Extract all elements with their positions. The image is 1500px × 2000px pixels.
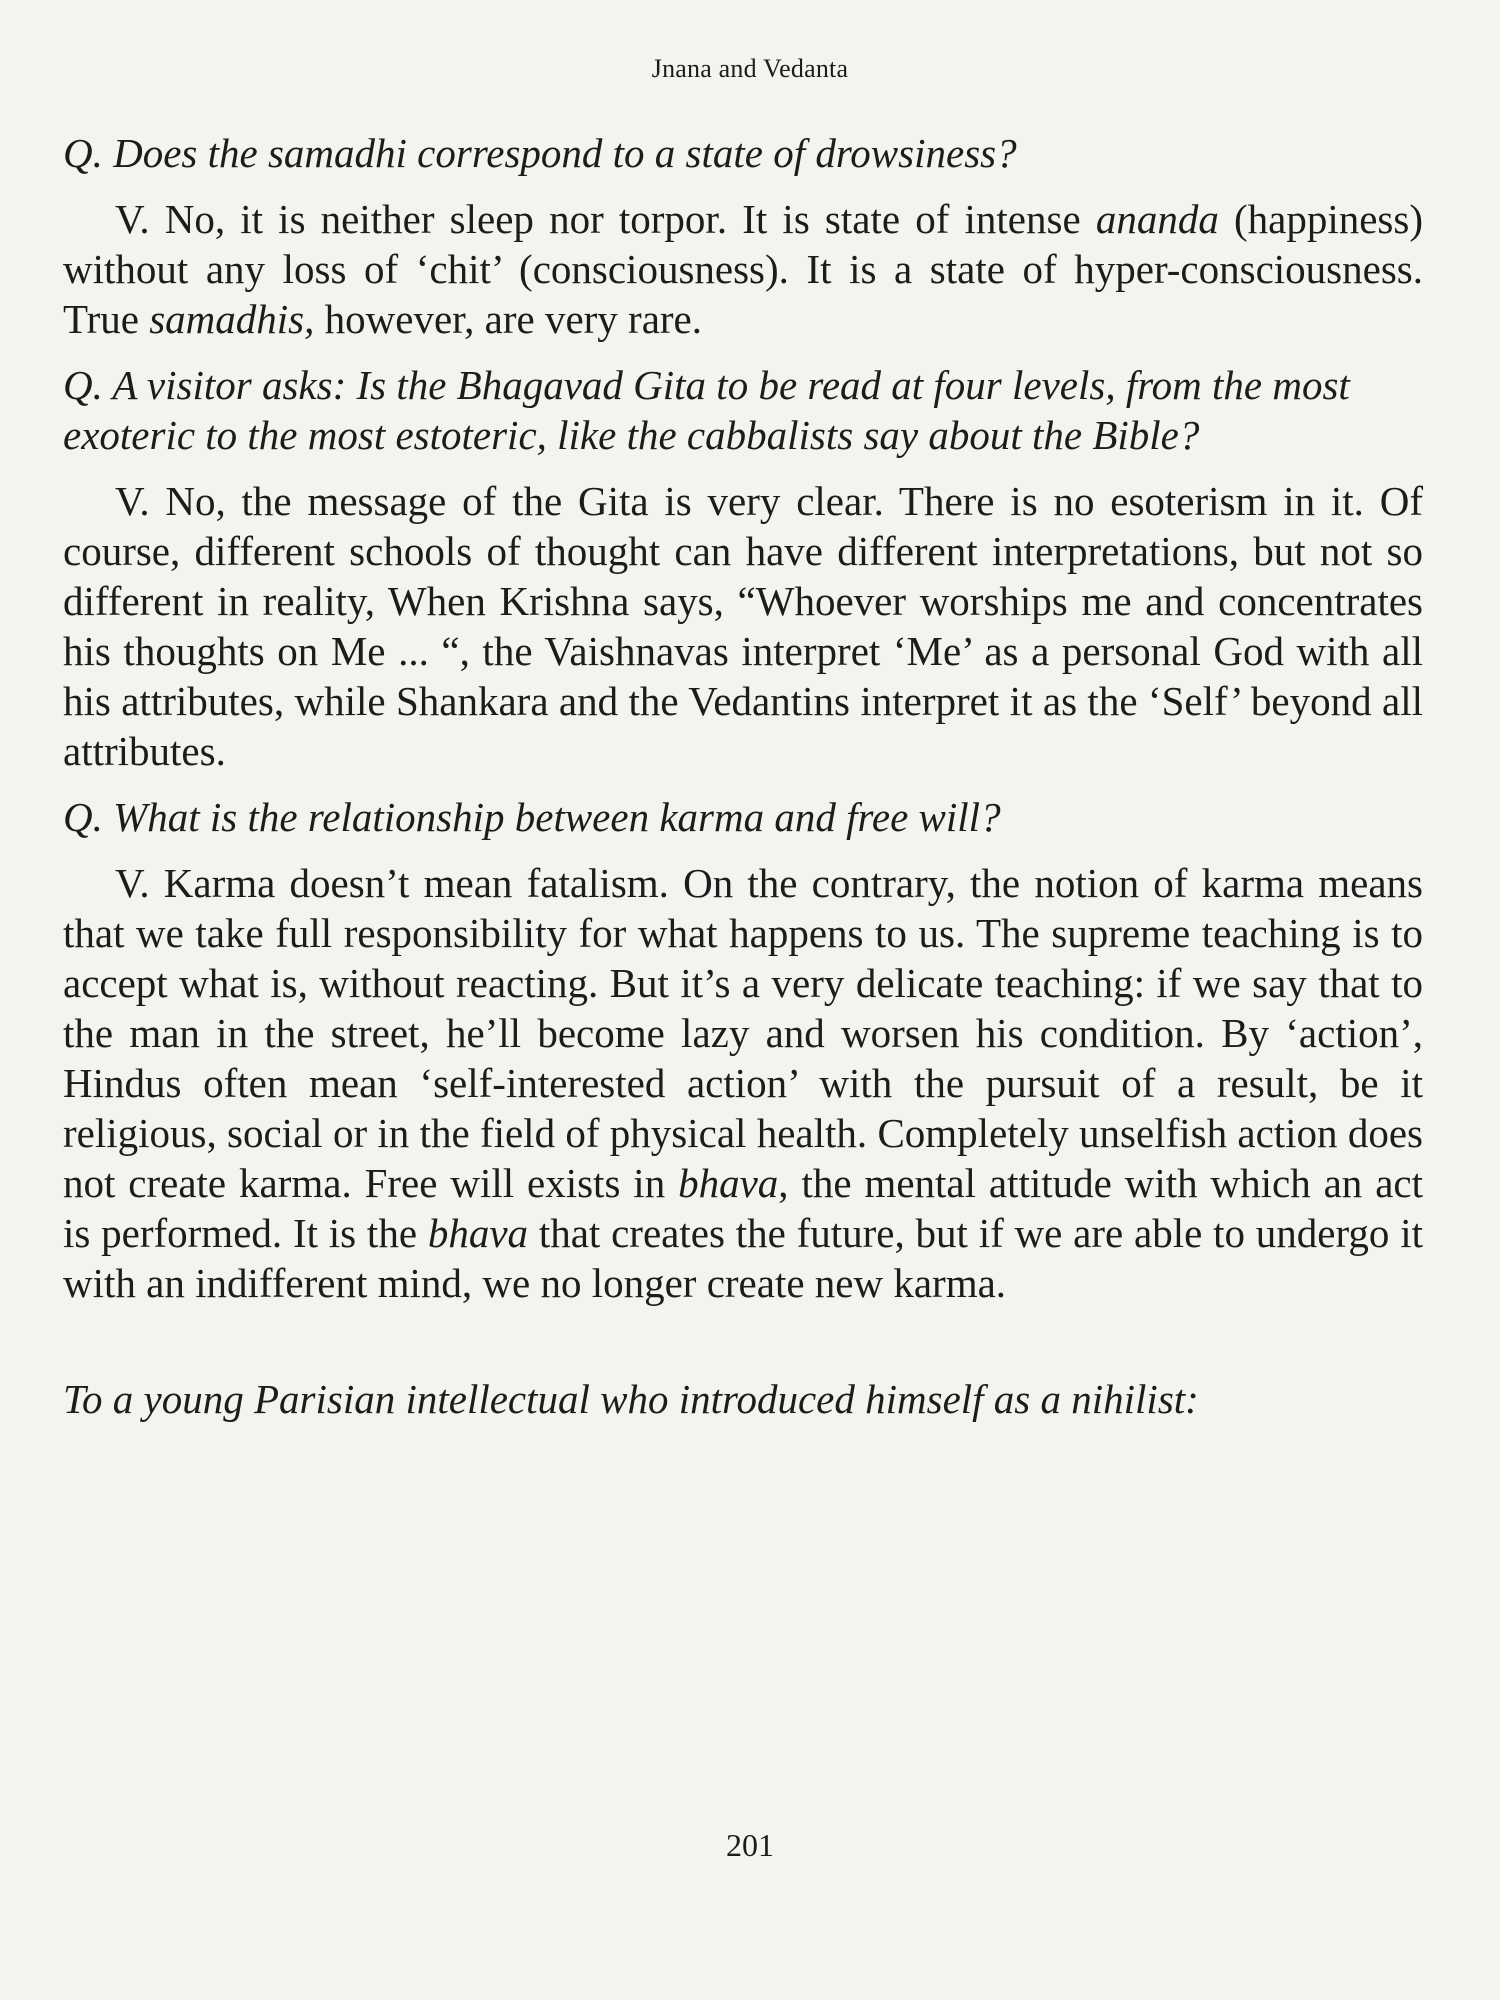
italic-term: ananda (1095, 196, 1219, 242)
answer-text: V. No, it is neither sleep nor torpor. It is state of intense (115, 196, 1096, 242)
italic-term: bhava (678, 1160, 779, 1206)
answer-text: however, are very rare. (314, 296, 703, 342)
italic-term: bhava (427, 1210, 529, 1256)
question-2: Q. A visitor asks: Is the Bhagavad Gita to be read at four levels, from the most exoteric to the most estoteric, like the cabbalists say about the Bible? (63, 362, 1350, 458)
question-3: Q. What is the relationship between karma and free will? (63, 794, 1001, 840)
closing-line: To a young Parisian intellectual who introduced himself as a nihilist: (63, 1376, 1199, 1422)
answer-text: (happiness) without any loss of ‘chit’ (consciousness). It is a state of hyper-consciousness. True (63, 196, 1423, 342)
answer-text: that creates the future, but if we are able to undergo it with an indifferent mind, we no longer create new karma. (63, 1210, 1423, 1306)
answer-2 (63, 476, 1423, 776)
answer-text: V. No, the message of the Gita is very clear. There is no esoterism in it. Of course, different schools of thought can have different interpretations, but not so different in reality, When Krishna says, “Whoever worships me and concentrates his thoughts on Me ... “, the Vaishnavas interpret ‘Me’ as a personal God with all his attributes, while Shankara and the Vedantins interpret it as the ‘Self’ beyond all attributes. (63, 478, 1423, 774)
page-body (63, 128, 1423, 1440)
answer-3 (63, 858, 1423, 1308)
answer-text: , the mental attitude with which an act is performed. It is the (63, 1160, 1423, 1256)
question-1: Q. Does the samadhi correspond to a state of drowsiness? (63, 130, 1017, 176)
running-head: Jnana and Vedanta (651, 54, 849, 83)
page-number: 201 (726, 1827, 774, 1863)
answer-text: V. Karma doesn’t mean fatalism. On the contrary, the notion of karma means that we take full responsibility for what happens to us. The supreme teaching is to accept what is, without reacting. But it’s a very delicate teaching: if we say that to the man in the street, he’ll become lazy and worsen his condition. By ‘action’, Hindus often mean ‘self-interested action’ with the pursuit of a result, be it religious, social or in the field of physical health. Completely unselfish action does not create karma. Free will exists in (63, 860, 1423, 1206)
italic-term: samadhis, (149, 296, 315, 342)
answer-1 (63, 194, 1423, 344)
